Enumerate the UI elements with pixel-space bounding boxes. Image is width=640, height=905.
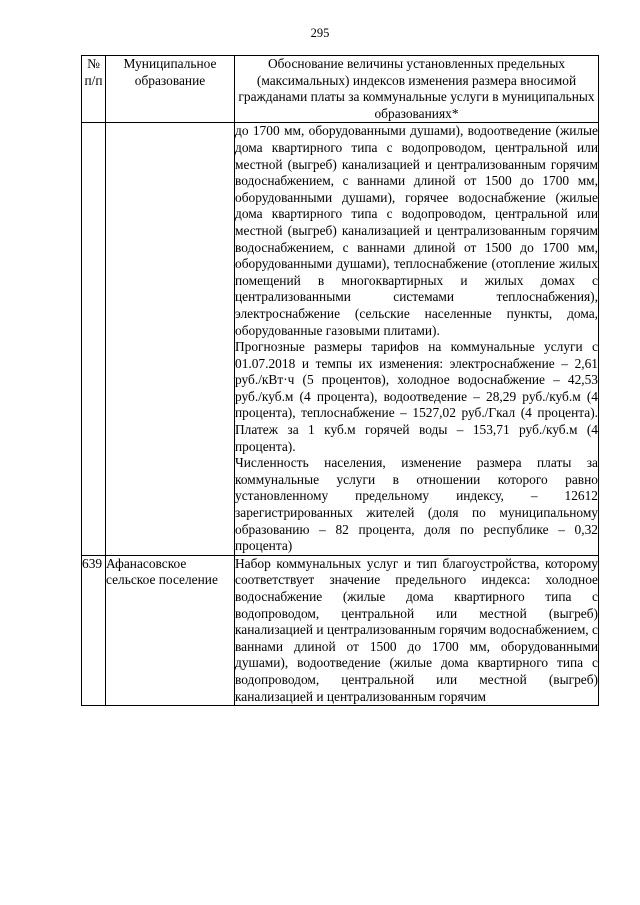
header-number: № п/п [82, 56, 106, 123]
table-row [82, 123, 599, 555]
table-header-row [82, 56, 599, 123]
justification-paragraph: Прогнозные размеры тарифов на коммунальные услуги с 01.07.2018 и темпы их изменения: электроснабжение – 2,61 руб./кВт·ч (5 процентов), холодное водоснабжение – 42,53 руб./куб.м (4 процента), водоотведение – 28,29 руб./куб.м (4 процента), теплоснабжение – 1527,02 руб./Гкал (4 процента). Платеж за 1 куб.м горячей воды – 153,71 руб./куб.м (4 процента). [235, 339, 598, 454]
row-justification [235, 555, 599, 705]
justification-paragraph: Численность населения, изменение размера платы за коммунальные услуги в отношении которого равно установленному предельному индексу, – 12612 зарегистрированных жителей (доля по муниципальному образованию – 82 процента, доля по республике – 0,32 процента) [235, 455, 598, 554]
justification-paragraph: Набор коммунальных услуг и тип благоустройства, которому соответствует значение предельного индекса: холодное водоснабжение (жилые дома квартирного типа с водопроводом, центральной или местной (выгреб) канализацией и централизованным горячим водоснабжением, с ваннами длиной от 1500 до 1700 мм, оборудованными душами), водоотведение (жилые дома квартирного типа с водопроводом, центральной или местной (выгреб) канализацией и централизованным горячим [235, 555, 598, 704]
row-number: 639 [82, 555, 106, 705]
row-municipality: Афанасовское сельское поселение [106, 555, 235, 705]
row-municipality [106, 123, 235, 555]
table-row [82, 555, 599, 705]
row-number [82, 123, 106, 555]
page-number: 295 [310, 26, 330, 40]
row-justification [235, 123, 599, 555]
header-municipality: Муниципальное образование [106, 56, 235, 123]
justification-paragraph: до 1700 мм, оборудованными душами), водоотведение (жилые дома квартирного типа с водопроводом, центральной или местной (выгреб) канализацией и централизованным горячим водоснабжением, с ваннами длиной от 1500 до 1700 мм, оборудованными душами), горячее водоснабжение (жилые дома квартирного типа с водопроводом, центральной или местной (выгреб) канализацией и централизованным горячим водоснабжением, с ваннами длиной от 1500 до 1700 мм, оборудованными душами), теплоснабжение (отопление жилых помещений в многоквартирных и жилых домах с централизованными системами теплоснабжения), электроснабжение (сельские населенные пункты, дома, оборудованные газовыми плитами). [235, 123, 598, 338]
tariff-justification-table [81, 55, 599, 706]
header-justification: Обоснование величины установленных предельных (максимальных) индексов изменения размера вносимой гражданами платы за коммунальные услуги в муниципальных образованиях* [235, 56, 599, 123]
